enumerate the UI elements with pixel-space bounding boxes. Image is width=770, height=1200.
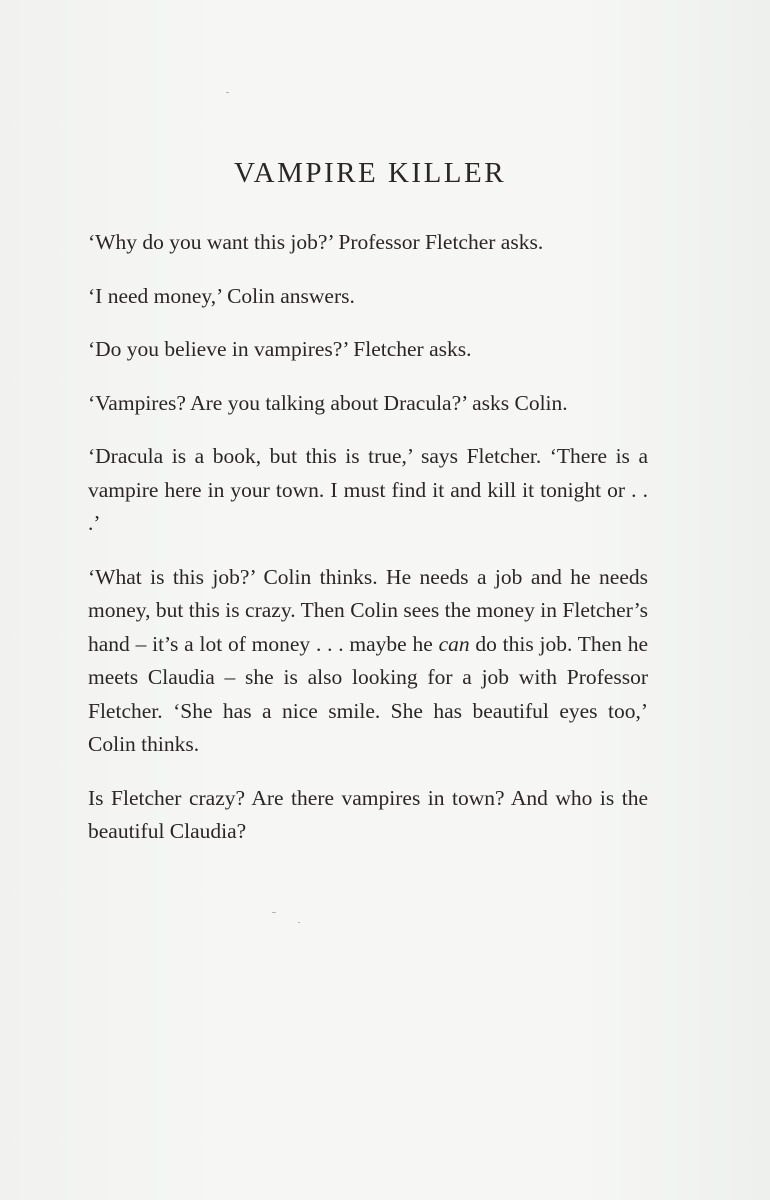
paragraph-1: ‘Why do you want this job?’ Professor Fletcher asks.: [88, 230, 544, 254]
paragraph-6-emphasis: can: [438, 631, 470, 656]
page-title: VAMPIRE KILLER: [233, 157, 507, 190]
paragraph-6-before: ‘What is this job?’ Colin thinks. He needs a job and he needs money, but this is crazy. Then Colin sees the money in Fletcher’s hand – it’s a lot of money . . . maybe he: [88, 564, 648, 656]
paragraph-4: ‘Vampires? Are you talking about Dracula?’ asks Colin.: [88, 390, 568, 415]
paragraph-6-after: do this job. Then he meets Claudia – she is also looking for a job with Professor Fletcher. ‘She has a nice smile. She has beautiful eyes too,’ Colin thinks.: [88, 631, 648, 756]
paragraph-2: ‘I need money,’ Colin answers.: [88, 283, 355, 308]
blurb-text: [88, 226, 648, 869]
paragraph-7: Is Fletcher crazy? Are there vampires in town? And who is the beautiful Claudia?: [88, 785, 648, 843]
paper-speck: [272, 912, 276, 913]
paper-speck: [226, 92, 229, 93]
paragraph-5: ‘Dracula is a book, but this is true,’ says Fletcher. ‘There is a vampire here in your town. I must find it and kill it tonight or . . .’: [88, 444, 648, 535]
paragraph-3: ‘Do you believe in vampires?’ Fletcher asks.: [88, 337, 472, 361]
paragraph-6: [88, 561, 648, 762]
paper-speck: [298, 922, 300, 923]
